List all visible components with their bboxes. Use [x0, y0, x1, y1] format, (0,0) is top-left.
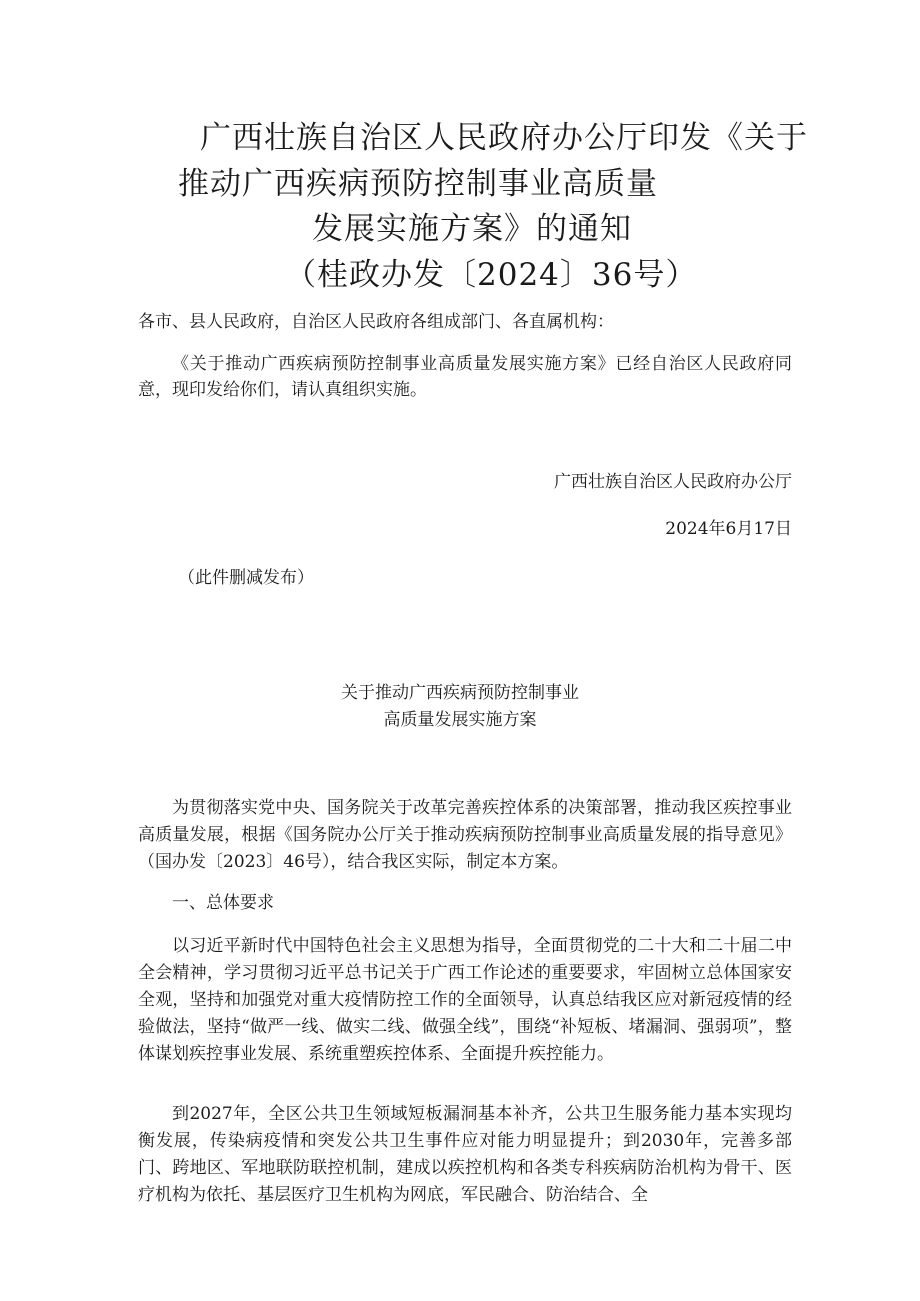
doc-title-line-2: 推动广西疾病预防控制事业高质量: [178, 166, 658, 202]
issuer-signature: 广西壮族自治区人民政府办公厅: [554, 472, 792, 492]
section-paragraph: 到2027年，全区公共卫生领域短板漏洞基本补齐，公共卫生服务能力基本实现均衡发展，传染病疫情和突发公共卫生事件应对能力明显提升；到2030年，完善多部门、跨地区、军地联防联控机制，建成以疾控机构和各类专科疾病防治机构为骨干、医疗机构为依托、基层医疗卫生机构为网底，军民融合、防治结合、全: [138, 1104, 792, 1205]
doc-title-line-3: 发展实施方案》的通知: [312, 211, 632, 247]
intro-paragraph: 为贯彻落实党中央、国务院关于改革完善疾控体系的决策部署，推动我区疾控事业高质量发展，根据《国务院办公厅关于推动疾病预防控制事业高质量发展的指导意见》（国办发〔2023〕46号），结合我区实际，制定本方案。: [138, 798, 792, 872]
addressee: 各市、县人民政府，自治区人民政府各组成部门、各直属机构：: [138, 312, 614, 332]
section-paragraph: 以习近平新时代中国特色社会主义思想为指导，全面贯彻党的二十大和二十届二中全会精神，学习贯彻习近平总书记关于广西工作论述的重要要求，牢固树立总体国家安全观，坚持和加强党对重大疫情防控工作的全面领导，认真总结我区应对新冠疫情的经验做法，坚持“做严一线、做实二线、做强全线”，围绕“补短板、堵漏洞、强弱项”，整体谋划疾控事业发展、系统重塑疾控体系、全面提升疾控能力。: [138, 936, 792, 1064]
publish-note: （此件删减发布）: [178, 568, 314, 588]
plan-title-line-2: 高质量发展实施方案: [383, 710, 537, 730]
plan-title-line-1: 关于推动广西疾病预防控制事业: [341, 683, 579, 703]
section-heading: 一、总体要求: [172, 893, 274, 913]
notice-body: 《关于推动广西疾病预防控制事业高质量发展实施方案》已经自治区人民政府同意，现印发给你们，请认真组织实施。: [138, 354, 792, 400]
issue-date: 2024年6月17日: [665, 519, 792, 539]
doc-number: （桂政办发〔2024〕36号）: [285, 257, 698, 293]
doc-title-line-1: 广西壮族自治区人民政府办公厅印发《关于: [200, 120, 808, 156]
